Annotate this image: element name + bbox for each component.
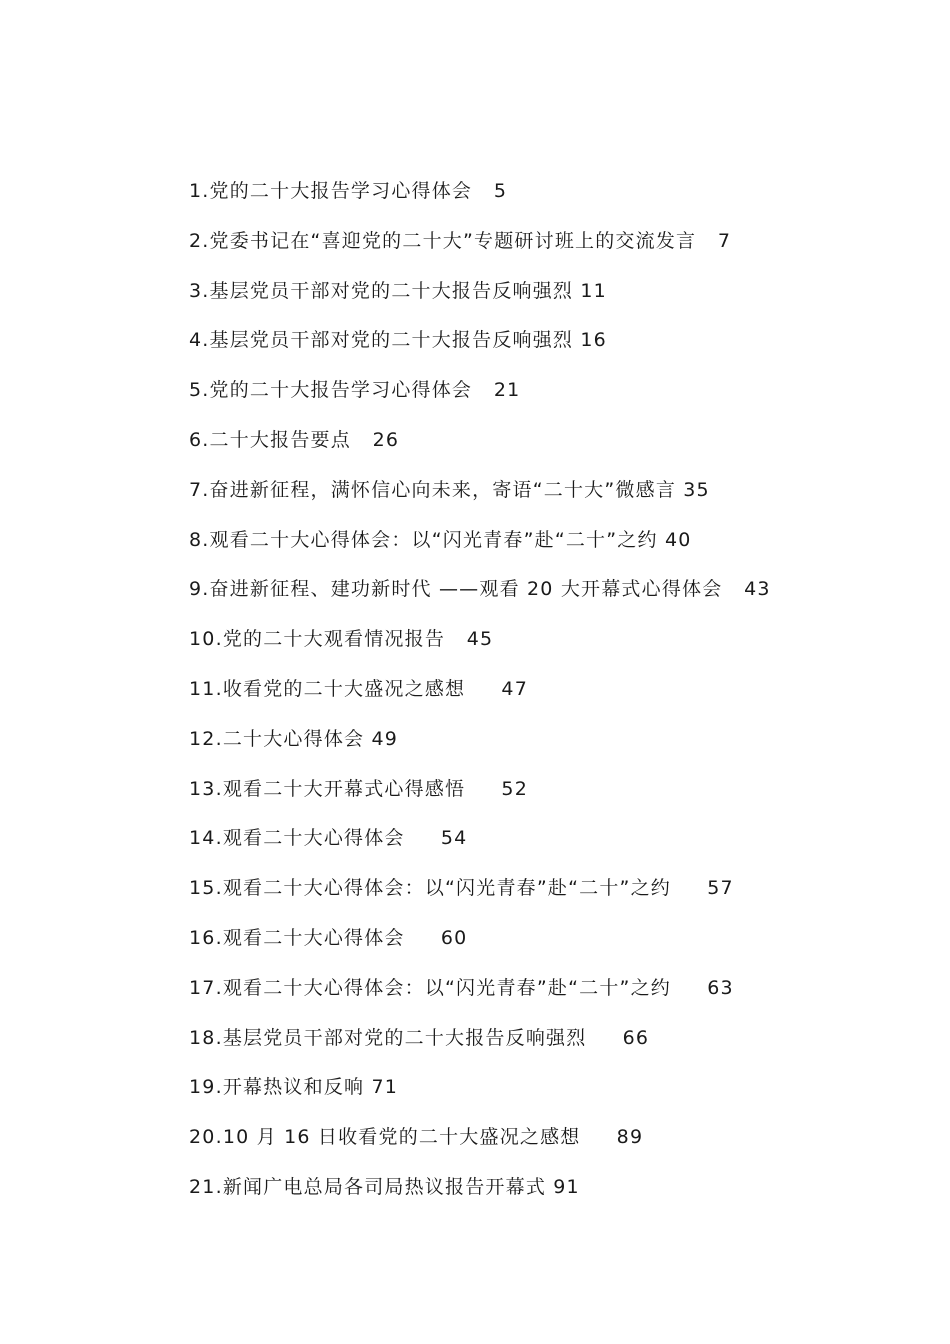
- toc-entry: 11.收看党的二十大盛况之感想 47: [189, 677, 528, 700]
- toc-entry: 19.开幕热议和反响 71: [189, 1076, 399, 1099]
- toc-entry: 7.奋进新征程，满怀信心向未来，寄语“二十大”微感言 35: [189, 478, 710, 501]
- toc-entry: 14.观看二十大心得体会 54: [189, 827, 468, 850]
- toc-entry: 8.观看二十大心得体会：以“闪光青春”赴“二十”之约 40: [189, 528, 692, 551]
- toc-entry: 20.10 月 16 日收看党的二十大盛况之感想 89: [189, 1126, 644, 1149]
- toc-entry: 6.二十大报告要点 26: [189, 428, 400, 451]
- toc-entry: 1.党的二十大报告学习心得体会 5: [189, 180, 508, 202]
- toc-entry: 21.新闻广电总局各司局热议报告开幕式 91: [189, 1175, 580, 1198]
- toc-entry: 16.观看二十大心得体会 60: [189, 926, 468, 949]
- toc-entry: 17.观看二十大心得体会：以“闪光青春”赴“二十”之约 63: [189, 976, 734, 999]
- toc-entry: 5.党的二十大报告学习心得体会 21: [189, 379, 521, 402]
- toc-entry: 9.奋进新征程、建功新时代 ——观看 20 大开幕式心得体会 43: [189, 578, 771, 601]
- toc-entry: 3.基层党员干部对党的二十大报告反响强烈 11: [189, 279, 607, 302]
- table-of-contents: [189, 174, 771, 1220]
- toc-entry: 18.基层党员干部对党的二十大报告反响强烈 66: [189, 1026, 650, 1049]
- toc-entry: 2.党委书记在“喜迎党的二十大”专题研讨班上的交流发言 7: [189, 229, 732, 252]
- toc-entry: 13.观看二十大开幕式心得感悟 52: [189, 777, 528, 800]
- toc-entry: 10.党的二十大观看情况报告 45: [189, 628, 494, 651]
- toc-entry: 15.观看二十大心得体会：以“闪光青春”赴“二十”之约 57: [189, 877, 734, 900]
- toc-entry: 4.基层党员干部对党的二十大报告反响强烈 16: [189, 329, 607, 352]
- toc-entry: 12.二十大心得体会 49: [189, 727, 399, 750]
